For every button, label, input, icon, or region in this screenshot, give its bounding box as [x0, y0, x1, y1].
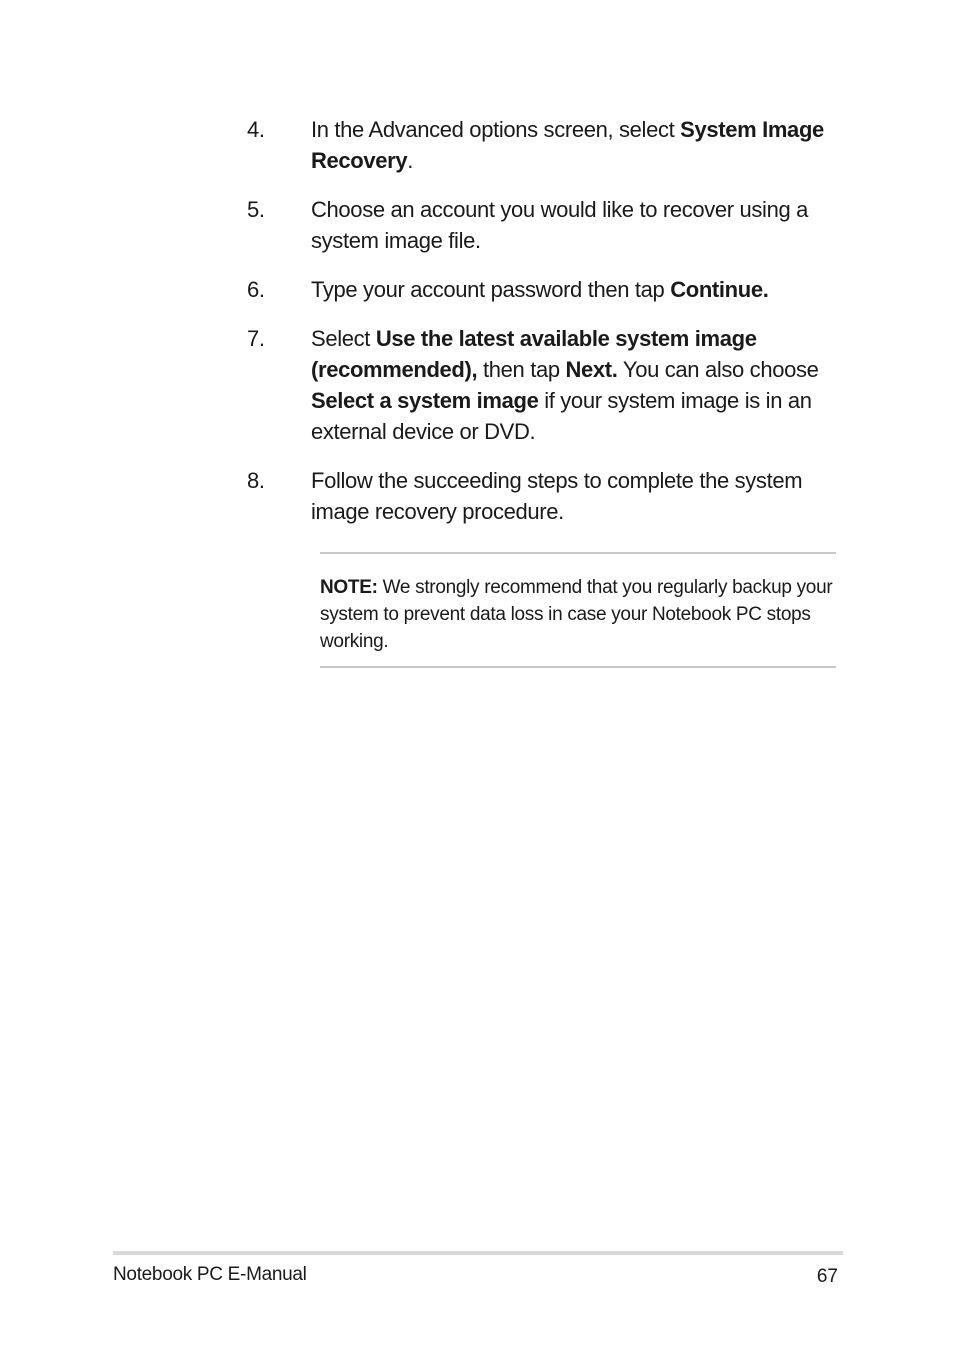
- step-text-part: Select: [311, 326, 376, 351]
- note-box: [320, 552, 836, 668]
- step-text-part: You can also choose: [617, 357, 819, 382]
- step-text-bold: Select a system image: [311, 388, 539, 413]
- step-number: 8.: [247, 468, 265, 493]
- step-text-part: .: [407, 148, 414, 173]
- step-8: [247, 465, 847, 527]
- step-text-bold: Next.: [565, 357, 618, 382]
- step-text-bold: Continue.: [670, 277, 769, 302]
- step-number: 7.: [247, 326, 265, 351]
- step-text-part: then tap: [477, 357, 566, 382]
- note-text: [320, 574, 836, 655]
- step-5: [247, 194, 847, 256]
- note-label: NOTE:: [320, 577, 378, 598]
- step-6: [247, 274, 847, 305]
- step-text-part: Follow the succeeding steps to complete the system image recovery procedure.: [311, 468, 803, 524]
- step-4: [247, 114, 847, 176]
- step-text: [311, 323, 847, 447]
- step-7: [247, 323, 847, 447]
- step-text: [311, 465, 847, 527]
- step-text-part: In the Advanced options screen, select: [311, 117, 681, 142]
- page-number: 67: [816, 1266, 838, 1287]
- step-number: 5.: [247, 197, 265, 222]
- note-body: We strongly recommend that you regularly backup your system to prevent data loss in case your Notebook PC stops working.: [320, 577, 833, 652]
- footer-title: Notebook PC E-Manual: [113, 1264, 307, 1285]
- footer-divider: [113, 1251, 843, 1255]
- step-text: [311, 274, 847, 305]
- step-text-part: Choose an account you would like to recover using a system image file.: [311, 197, 809, 253]
- step-text-bold: System Image Recovery: [311, 117, 824, 173]
- step-text: [311, 114, 847, 176]
- step-text-part: Type your account password then tap: [311, 277, 671, 302]
- step-text-part: if your system image is in an external device or DVD.: [311, 388, 812, 444]
- step-number: 4.: [247, 117, 265, 142]
- step-number: 6.: [247, 277, 265, 302]
- step-text-bold: Use the latest available system image (recommended),: [311, 326, 757, 382]
- step-text: [311, 194, 847, 256]
- instruction-steps: [247, 114, 847, 545]
